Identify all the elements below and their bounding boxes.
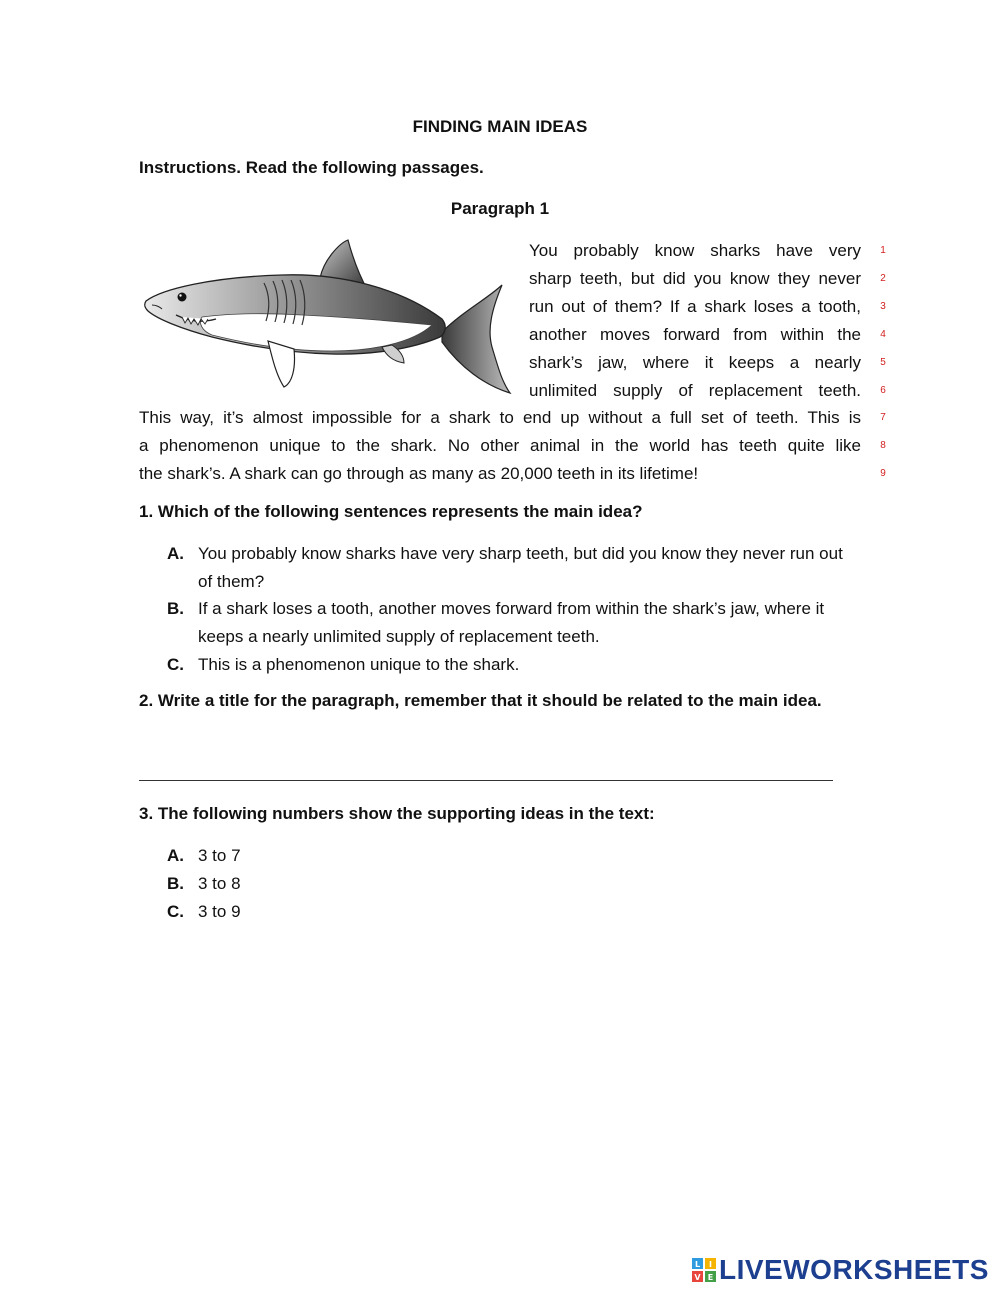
line-number: 2 <box>880 273 886 284</box>
logo-tile-letter: I <box>709 1260 712 1269</box>
instructions: Instructions. Read the following passages. <box>139 158 484 177</box>
question-3: 3. The following numbers show the supporting ideas in the text: <box>139 804 655 823</box>
option-text: 3 to 7 <box>198 846 241 865</box>
line-number: 6 <box>880 385 886 396</box>
liveworksheets-logo[interactable] <box>692 1253 989 1287</box>
option-letter: B. <box>167 599 184 618</box>
line-number: 7 <box>880 412 886 423</box>
passage-line: This way, it’s almost impossible for a shark to end up without a full set of teeth. This is <box>139 408 861 427</box>
passage-line: shark’s jaw, where it keeps a nearly <box>529 353 861 372</box>
option-text: This is a phenomenon unique to the shark. <box>198 655 520 674</box>
passage-line: run out of them? If a shark loses a tooth, <box>529 297 861 316</box>
option-letter: A. <box>167 544 184 563</box>
option-text: You probably know sharks have very sharp teeth, but did you know they never run out of them? <box>198 544 843 591</box>
question-2: 2. Write a title for the paragraph, remember that it should be related to the main idea. <box>139 691 822 710</box>
option-letter: A. <box>167 846 184 865</box>
logo-tile-letter: L <box>694 1260 701 1269</box>
line-number: 1 <box>880 245 886 256</box>
logo-tile-letter: E <box>707 1273 714 1282</box>
logo-tiles-icon <box>692 1258 716 1282</box>
passage-line: a phenomenon unique to the shark. No other animal in the world has teeth quite like <box>139 436 861 455</box>
line-number: 8 <box>880 440 886 451</box>
option-text: If a shark loses a tooth, another moves forward from within the shark’s jaw, where it keeps a nearly unlimited supply of replacement teeth. <box>198 599 825 646</box>
shark-illustration <box>142 237 512 395</box>
logo-tile-letter: V <box>694 1273 701 1282</box>
passage-line: the shark’s. A shark can go through as many as 20,000 teeth in its lifetime! <box>139 464 699 483</box>
option-letter: C. <box>167 902 184 921</box>
line-number: 5 <box>880 357 886 368</box>
option-letter: C. <box>167 655 184 674</box>
paragraph-heading: Paragraph 1 <box>450 199 550 218</box>
page-title: FINDING MAIN IDEAS <box>412 117 588 136</box>
line-number: 9 <box>880 468 886 479</box>
title-answer-line[interactable] <box>139 780 833 781</box>
option-text: 3 to 8 <box>198 874 241 893</box>
line-number: 3 <box>880 301 886 312</box>
question-1: 1. Which of the following sentences represents the main idea? <box>139 502 643 521</box>
passage-line: sharp teeth, but did you know they never <box>529 269 861 288</box>
option-text: 3 to 9 <box>198 902 241 921</box>
option-letter: B. <box>167 874 184 893</box>
passage-line: You probably know sharks have very <box>529 241 861 260</box>
passage-line: another moves forward from within the <box>529 325 861 344</box>
line-number: 4 <box>880 329 886 340</box>
logo-text: LIVEWORKSHEETS <box>719 1254 989 1285</box>
passage-line: unlimited supply of replacement teeth. <box>529 381 861 400</box>
